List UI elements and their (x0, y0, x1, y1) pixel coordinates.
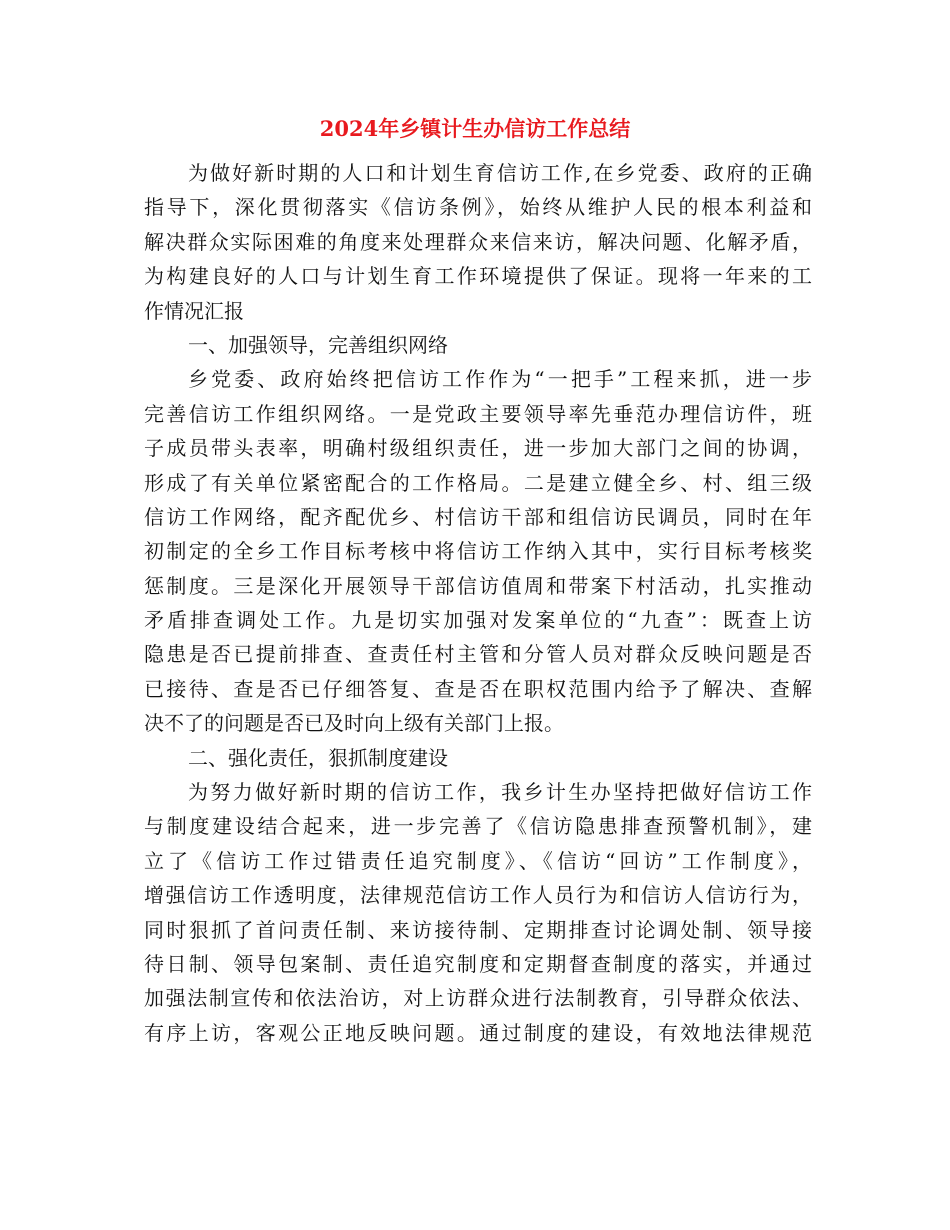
body-line: 乡党委、政府始终把信访工作作为“一把手”工程来抓，进一步 (188, 367, 812, 392)
body-line: 二、强化责任，狠抓制度建设 (188, 745, 448, 770)
body-line: 形成了有关单位紧密配合的工作格局。二是建立健全乡、村、组三级 (144, 470, 812, 495)
body-line: 待日制、领导包案制、责任追究制度和定期督查制度的落实，并通过 (144, 951, 812, 976)
body-line: 同时狠抓了首问责任制、来访接待制、定期排查讨论调处制、领导接 (144, 917, 812, 942)
body-line: 已接待、查是否已仔细答复、查是否在职权范围内给予了解决、查解 (144, 676, 812, 701)
document-title: 2024年乡镇计生办信访工作总结 (319, 116, 631, 141)
body-line: 信访工作网络，配齐配优乡、村信访干部和组信访民调员，同时在年 (144, 504, 812, 529)
body-line: 作情况汇报 (144, 298, 244, 323)
body-line: 为做好新时期的人口和计划生育信访工作,在乡党委、政府的正确 (188, 161, 812, 185)
body-line: 为努力做好新时期的信访工作，我乡计生办坚持把做好信访工作 (188, 780, 812, 805)
body-line: 有序上访，客观公正地反映问题。通过制度的建设，有效地法律规范 (144, 1020, 812, 1045)
body-line: 立了《信访工作过错责任追究制度》、《信访“回访”工作制度》， (144, 848, 812, 873)
body-line: 与制度建设结合起来，进一步完善了《信访隐患排查预警机制》，建 (144, 814, 812, 839)
body-line: 隐患是否已提前排查、查责任村主管和分管人员对群众反映问题是否 (144, 642, 812, 667)
body-line: 完善信访工作组织网络。一是党政主要领导率先垂范办理信访件，班 (144, 401, 812, 426)
body-line: 为构建良好的人口与计划生育工作环境提供了保证。现将一年来的工 (144, 264, 812, 289)
body-line: 指导下，深化贯彻落实《信访条例》，始终从维护人民的根本利益和 (144, 195, 812, 220)
body-line: 增强信访工作透明度，法律规范信访工作人员行为和信访人信访行为， (144, 883, 812, 908)
body-line: 一、加强领导，完善组织网络 (188, 332, 448, 357)
body-line: 加强法制宣传和依法治访，对上访群众进行法制教育，引导群众依法、 (144, 986, 812, 1011)
body-line: 子成员带头表率，明确村级组织责任，进一步加大部门之间的协调， (144, 436, 812, 461)
body-line: 解决群众实际困难的角度来处理群众来信来访，解决问题、化解矛盾， (144, 229, 812, 254)
body-line: 决不了的问题是否已及时向上级有关部门上报。 (144, 711, 564, 736)
body-line: 初制定的全乡工作目标考核中将信访工作纳入其中，实行目标考核奖 (144, 539, 812, 564)
body-line: 矛盾排查调处工作。九是切实加强对发案单位的“九查”：既查上访 (144, 608, 812, 633)
body-line: 惩制度。三是深化开展领导干部信访值周和带案下村活动，扎实推动 (144, 573, 812, 598)
document-body (144, 156, 812, 1050)
